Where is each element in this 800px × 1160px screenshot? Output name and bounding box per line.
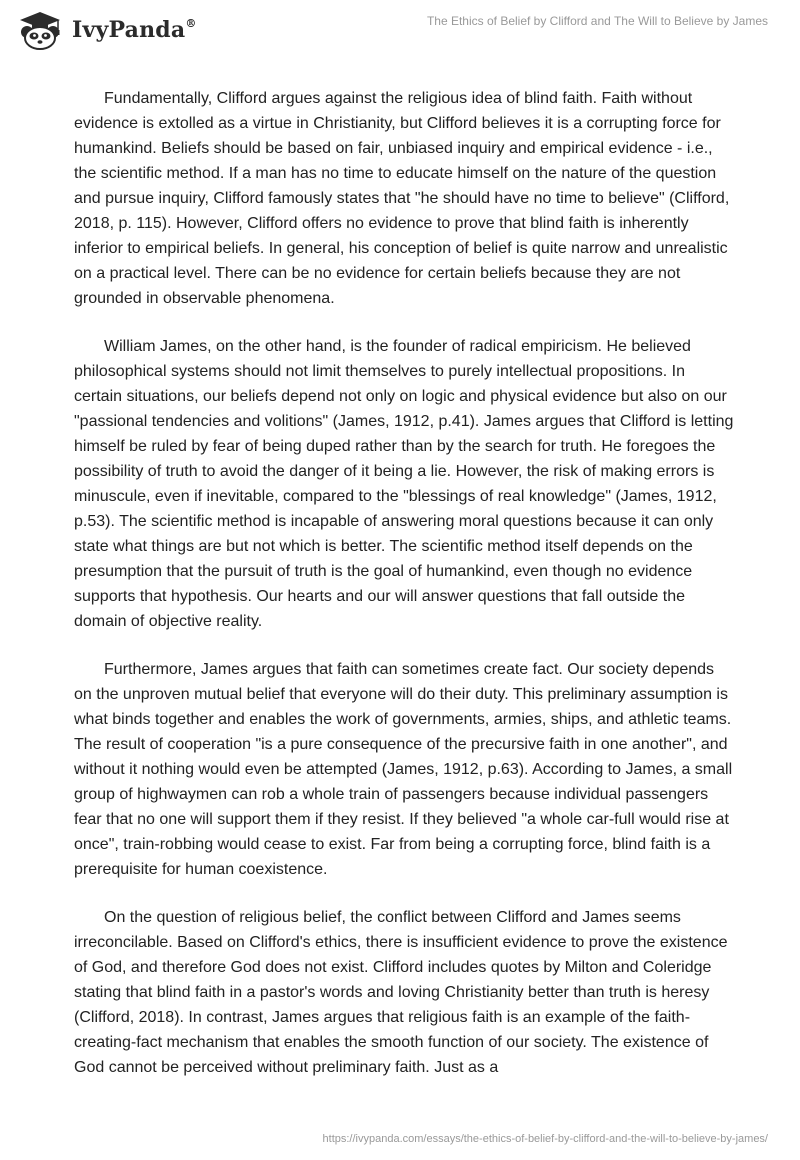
paragraph: On the question of religious belief, the conflict between Clifford and James seems irreconcilable. Based on Clifford's ethics, there is insufficient evidence to prove the existence of God, and therefore God does not exist. Clifford includes quotes by Milton and Coleridge stating that blind faith in a pastor's words and loving Christianity better than truth is heresy (Clifford, 2018). In contrast, James argues that religious faith is an example of the faith-creating-fact mechanism that enables the smooth function of our society. The existence of God cannot be perceived without preliminary faith. Just as a [74,909,728,1076]
brand-name: IvyPanda® [72,16,197,43]
paragraph: William James, on the other hand, is the founder of radical empiricism. He believed philosophical systems should not limit themselves to purely intellectual propositions. In certain situations, our beliefs depend not only on logic and physical evidence but also on our "passional tendencies and volitions" (James, 1912, p.41). James argues that Clifford is letting himself be ruled by fear of being duped rather than by the search for truth. He foregoes the possibility of truth to avoid the danger of it being a lie. However, the risk of making errors is minuscule, even if inevitable, compared to the "blessings of real knowledge" (James, 1912, p.53). The scientific method is incapable of answering moral questions because it can only state what things are but not which is better. The scientific method itself depends on the presumption that the pursuit of truth is the goal of humankind, even though no evidence supports that hypothesis. Our hearts and our will answer questions that fall outside the domain of objective reality. [74,338,734,630]
document-title: The Ethics of Belief by Clifford and The Will to Believe by James [426,14,768,28]
source-url[interactable]: https://ivypanda.com/essays/the-ethics-of-belief-by-clifford-and-the-will-to-believe-by-james/ [322,1133,768,1145]
paragraph: Fundamentally, Clifford argues against the religious idea of blind faith. Faith without evidence is extolled as a virtue in Christianity, but Clifford believes it is a corrupting force for humankind. Beliefs should be based on fair, unbiased inquiry and empirical evidence - i.e., the scientific method. If a man has no time to educate himself on the nature of the question and pursue inquiry, Clifford famously states that "he should have no time to believe" (Clifford, 2018, p. 115). However, Clifford offers no evidence to prove that blind faith is inherently inferior to empirical beliefs. In general, his conception of belief is quite narrow and unrealistic on a practical level. There can be no evidence for certain beliefs because they are not grounded in observable phenomena. [74,90,730,307]
paragraph: Furthermore, James argues that faith can sometimes create fact. Our society depends on the unproven mutual belief that everyone will do their duty. This preliminary assumption is what binds together and enables the work of governments, armies, ships, and athletic teams. The result of cooperation "is a pure consequence of the precursive faith in one another", and without it nothing would even be attempted (James, 1912, p.63). According to James, a small group of highwaymen can rob a whole train of passengers because individual passengers fear that no one will support them if they resist. If they believed "a whole car-full would rise at once", train-robbing would cease to exist. Far from being a corrupting force, blind faith is a prerequisite for human coexistence. [74,661,733,878]
page-header [0,0,800,56]
essay-body [74,86,734,1103]
graduation-panda-icon [14,10,66,50]
brand-logo[interactable] [14,10,197,50]
